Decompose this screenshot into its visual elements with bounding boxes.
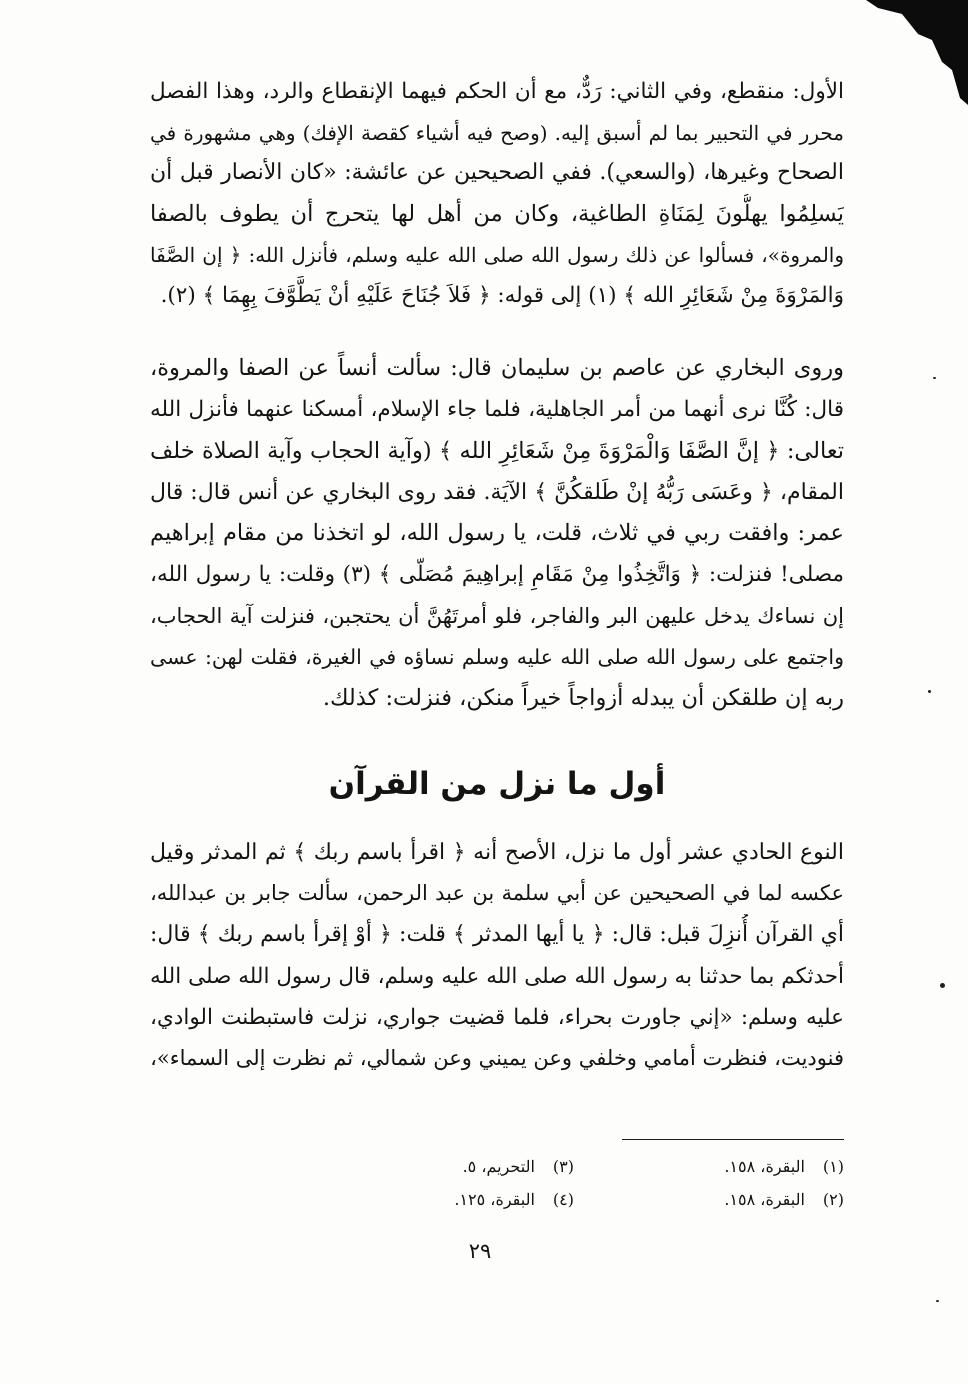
- text-line: مصلى! فنزلت: ﴿ وَاتَّخِذُوا مِنْ مَقَامِ إبراهِيمَ مُصَلّى ﴾ (٣) وقلت: يا رسول الله،: [150, 562, 844, 588]
- footnote-1: [594, 1152, 844, 1182]
- text-line: والمروة»، فسألوا عن ذلك رسول الله صلى الله عليه وسلم، فأنزل الله: ﴿ إن الصَّفَا: [150, 242, 844, 267]
- scan-speck: [933, 377, 936, 379]
- footnote-3: [384, 1152, 574, 1182]
- footnote-separator: [622, 1139, 844, 1140]
- text-line: وَالمَرْوَةَ مِنْ شَعَائِرِ الله ﴾ (١) إلى قوله: ﴿ فَلاَ جُنَاحَ عَلَيْهِ أنْ يَطَّوَّفَ بِهِمَا ﴾ (٢).: [160, 282, 844, 308]
- text-line: عكسه لما في الصحيحين عن أبي سلمة بن عبد الرحمن، سألت جابر بن عبدالله،: [150, 881, 844, 906]
- page-number: ٢٩: [468, 1239, 492, 1263]
- footnote-4: [384, 1185, 574, 1215]
- scan-speck: [928, 690, 931, 693]
- paragraph-2: [150, 348, 844, 720]
- text-line: عمر: وافقت ربي في ثلاث، قلت، يا رسول الله، لو اتخذنا من مقام إبراهيم: [150, 520, 844, 547]
- footnotes: [330, 1152, 844, 1222]
- text-line: تعالى: ﴿ إنَّ الصَّفَا وَالْمَرْوَةَ مِنْ شَعَائِرِ الله ﴾ (وآية الحجاب وآية الصلاة خلف: [150, 437, 844, 464]
- footnote-number: (٤): [552, 1190, 574, 1209]
- text-line: قال: كُنَّا نرى أنهما من أمر الجاهلية، فلما جاء الإسلام، أمسكنا عنهما فأنزل الله: [150, 397, 844, 423]
- paragraph-3: [150, 832, 844, 1079]
- footnote-number: (٣): [552, 1157, 574, 1176]
- footnote-text: البقرة، ١٥٨.: [724, 1157, 805, 1176]
- text-line: أي القرآن أُنزِلَ قبل: قال: ﴿ يا أيها المدثر ﴾ قلت: ﴿ أوْ إقرأ باسم ربك ﴾ قال:: [150, 922, 844, 948]
- scan-speck: [940, 983, 945, 988]
- torn-corner-shadow: [848, 0, 968, 105]
- footnote-number: (٢): [822, 1190, 844, 1209]
- text-line: الأول: منقطع، وفي الثاني: رَدٌّ، مع أن الحكم فيهما الإنقطاع والرد، وهذا الفصل: [150, 79, 844, 104]
- text-line: أحدثكم بما حدثنا به رسول الله صلى الله عليه وسلم، قال رسول الله صلى الله: [150, 963, 844, 989]
- text-line: ربه إن طلقكن أن يبدله أزواجاً خيراً منكن، فنزلت: كذلك.: [322, 685, 844, 712]
- footnote-text: البقرة، ١٢٥.: [454, 1190, 535, 1209]
- text-line: وروى البخاري عن عاصم بن سليمان قال: سألت أنساً عن الصفا والمروة،: [150, 355, 844, 381]
- text-line: محرر في التحبير بما لم أسبق إليه. (وصح فيه أشياء كقصة الإفك) وهي مشهورة في: [150, 120, 844, 145]
- scan-speck: [936, 1300, 939, 1302]
- section-heading: أول ما نزل من القرآن: [328, 766, 666, 802]
- footnote-number: (١): [822, 1157, 844, 1176]
- text-line: المقام، ﴿ وعَسَى رَبُّهُ إنْ طَلقكُنَّ ﴾ الآيَة. فقد روى البخاري عن أنس قال: قال: [150, 479, 844, 505]
- footnote-2: [594, 1185, 844, 1215]
- text-line: عليه وسلم: «إني جاورت بحراء، فلما قضيت جواري، نزلت فاستبطنت الوادي،: [150, 1004, 844, 1030]
- text-line: الصحاح وغيرها، (والسعي). ففي الصحيحين عن عائشة: «كان الأنصار قبل أن: [150, 160, 844, 186]
- text-line: النوع الحادي عشر أول ما نزل، الأصح أنه ﴿ اقرأ باسم ربك ﴾ ثم المدثر وقيل: [150, 840, 844, 865]
- text-line: فنوديت، فنظرت أمامي وخلفي وعن يميني وعن شمالي، ثم نظرت إلى السماء»،: [150, 1046, 844, 1071]
- text-line: واجتمع على رسول الله صلى الله عليه وسلم نساؤه في الغيرة، فقلت لهن: عسى: [150, 645, 844, 670]
- footnote-text: البقرة، ١٥٨.: [724, 1190, 805, 1209]
- footnote-text: التحريم، ٥.: [462, 1157, 535, 1176]
- text-line: إن نساءك يدخل عليهن البر والفاجر، فلو أمرتَهُنَّ أن يحتجبن، فنزلت آية الحجاب،: [150, 603, 844, 628]
- paragraph-1: [150, 72, 844, 316]
- text-line: يَسلِمُوا يهلُّونَ لِمَنَاةِ الطاغية، وكان من أهل لها يتحرج أن يطوف بالصفا: [150, 201, 844, 228]
